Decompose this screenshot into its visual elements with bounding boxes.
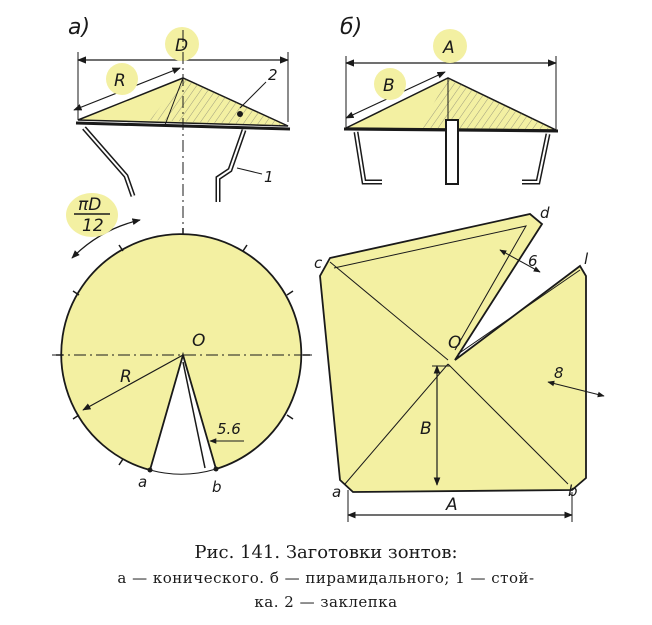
right-stand-inner [218,130,244,202]
center-o-label: O [192,331,206,351]
section-a-label: а) [68,15,91,40]
callout-2-leader [240,82,266,108]
missing-wedge-arc [150,469,216,474]
dimension-a-bottom-label: A [446,495,458,515]
point-b-label: b [212,478,222,496]
blank-outline [320,214,586,492]
dimension-b-side-label: B [420,419,432,439]
point-b-left [214,467,219,472]
point-b-right-label: b [568,482,578,500]
caption-line-1: а — конического. б — пирамидального; 1 — стой- [117,569,535,587]
left-stand [84,128,133,196]
blank-sector [61,234,301,470]
caption-line-2: ка. 2 — заклепка [254,593,398,611]
pi-d-label: πD [78,195,102,215]
figure-caption [0,538,652,611]
dimension-a-top-label: A [443,38,455,58]
dimension-b-top-label: B [383,76,395,96]
right-stand-b [522,134,548,182]
callout-1-label: 1 [264,168,274,186]
point-d-label: d [540,204,550,222]
center-o-b-label: O [448,333,462,353]
point-a-left [148,468,153,473]
rivet [237,111,243,117]
callout-1-leader [237,168,262,174]
point-a-label: a [138,473,148,491]
gap-6-label: 6 [528,252,538,270]
gap-8-label: 8 [554,364,564,382]
conical-blank [52,193,312,496]
radius-r-label: R [120,367,132,387]
point-l-label: l [584,250,589,268]
point-a-right-label: a [332,483,342,501]
dimension-r-label: R [114,71,126,91]
pyramidal-umbrella-view [340,15,558,184]
left-stand-b-inner [356,132,382,182]
section-b-label: б) [340,15,363,40]
caption-title: Рис. 141. Заготовки зонтов: [194,542,458,563]
pyramidal-blank [314,204,604,522]
point-c-label: c [314,254,323,272]
center-stand-b [446,120,458,184]
gap-5-6-label: 5.6 [217,420,241,438]
dimension-d-label: D [175,36,189,56]
callout-2-label: 2 [268,66,278,84]
twelve-label: 12 [82,216,104,236]
